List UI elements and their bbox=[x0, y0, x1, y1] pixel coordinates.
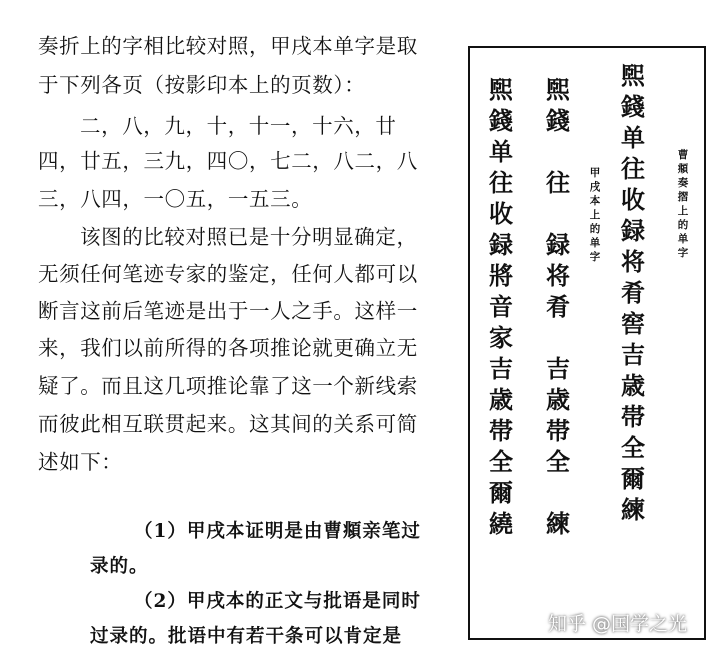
calligraphy-glyph: 肴 bbox=[621, 278, 645, 307]
calligraphy-glyph: 奏 bbox=[677, 177, 689, 189]
calligraphy-glyph: 甲 bbox=[589, 167, 601, 179]
calligraphy-glyph: 的 bbox=[589, 223, 601, 235]
paragraph-line: 四，廿五，三九，四〇，七二，八二，八 bbox=[38, 149, 418, 173]
calligraphy-glyph: 録 bbox=[621, 216, 645, 245]
watermark: 知乎 @国学之光 bbox=[548, 613, 688, 635]
calligraphy-glyph: 单 bbox=[621, 123, 645, 152]
calligraphy-glyph: 錢 bbox=[489, 106, 513, 135]
calligraphy-glyph: 摺 bbox=[677, 191, 689, 203]
memorial-caption-column bbox=[676, 148, 690, 260]
calligraphy-glyph: 收 bbox=[489, 199, 513, 228]
calligraphy-glyph: 煕 bbox=[546, 75, 570, 104]
calligraphy-glyph: 窖 bbox=[621, 309, 645, 338]
calligraphy-glyph: 頫 bbox=[677, 163, 689, 175]
calligraphy-glyph: 歳 bbox=[546, 385, 570, 414]
calligraphy-glyph: 吉 bbox=[546, 354, 570, 383]
jiaxu-glyph-column-b bbox=[486, 74, 516, 539]
calligraphy-glyph: 吉 bbox=[489, 354, 513, 383]
calligraphy-glyph: 的 bbox=[677, 219, 689, 231]
calligraphy-glyph: 曹 bbox=[677, 149, 689, 161]
calligraphy-glyph: 戌 bbox=[589, 181, 601, 193]
calligraphy-glyph: 吉 bbox=[621, 340, 645, 369]
calligraphy-glyph: 家 bbox=[489, 323, 513, 352]
list-line: 过录的。批语中有若干条可以肯定是 bbox=[90, 626, 403, 647]
calligraphy-glyph: 全 bbox=[621, 433, 645, 462]
memorial-glyph-column bbox=[618, 60, 648, 525]
calligraphy-glyph: 帯 bbox=[489, 416, 513, 445]
calligraphy-glyph: 单 bbox=[677, 233, 689, 245]
paragraph-line: 三，八四，一〇五，一五三。 bbox=[38, 187, 313, 211]
list-line: 录的。 bbox=[90, 556, 149, 577]
calligraphy-glyph: 帯 bbox=[546, 416, 570, 445]
calligraphy-glyph: 上 bbox=[589, 209, 601, 221]
calligraphy-glyph: 往 bbox=[621, 154, 645, 183]
calligraphy-glyph: 將 bbox=[489, 261, 513, 290]
paragraph-line: 于下列各页（按影印本上的页数）： bbox=[38, 73, 366, 97]
paragraph-line: 奏折上的字相比较对照，甲戌本单字是取 bbox=[38, 34, 418, 58]
paragraph-line: 该图的比较对照已是十分明显确定， bbox=[80, 225, 418, 249]
paragraph-line: 述如下： bbox=[38, 450, 123, 474]
calligraphy-glyph: 練 bbox=[546, 509, 570, 538]
paragraph-line: 来，我们以前所得的各项推论就更确立无 bbox=[38, 336, 418, 360]
calligraphy-glyph: 往 bbox=[546, 168, 570, 197]
calligraphy-glyph: 收 bbox=[621, 185, 645, 214]
paragraph-line: 疑了。而且这几项推论靠了这一个新线索 bbox=[38, 374, 418, 398]
paragraph-line: 无须任何笔迹专家的鉴定，任何人都可以 bbox=[38, 262, 418, 286]
calligraphy-glyph: 音 bbox=[489, 292, 513, 321]
calligraphy-glyph: 歳 bbox=[489, 385, 513, 414]
calligraphy-glyph: 繞 bbox=[489, 509, 513, 538]
paragraph-line: 断言这前后笔迹是出于一人之手。这样一 bbox=[38, 299, 418, 323]
calligraphy-glyph: 单 bbox=[589, 237, 601, 249]
calligraphy-comparison-figure bbox=[468, 46, 706, 640]
calligraphy-glyph: 録 bbox=[489, 230, 513, 259]
list-line: （1）甲戌本证明是由曹頫亲笔过 bbox=[134, 521, 421, 542]
calligraphy-glyph: 全 bbox=[489, 447, 513, 476]
calligraphy-glyph: 往 bbox=[489, 168, 513, 197]
list-line: （2）甲戌本的正文与批语是同时 bbox=[134, 591, 421, 612]
calligraphy-glyph: 单 bbox=[489, 137, 513, 166]
calligraphy-glyph: 上 bbox=[677, 205, 689, 217]
calligraphy-glyph: 練 bbox=[621, 495, 645, 524]
calligraphy-glyph: 字 bbox=[677, 247, 689, 259]
calligraphy-glyph: 将 bbox=[546, 261, 570, 290]
jiaxu-caption-column bbox=[588, 166, 602, 264]
calligraphy-glyph: 帯 bbox=[621, 402, 645, 431]
paragraph-line: 二，八，九，十，十一，十六，廿 bbox=[80, 114, 397, 138]
calligraphy-glyph: 本 bbox=[589, 195, 601, 207]
calligraphy-glyph: 爾 bbox=[489, 478, 513, 507]
calligraphy-glyph: 錢 bbox=[621, 92, 645, 121]
calligraphy-glyph: 錢 bbox=[546, 106, 570, 135]
calligraphy-glyph: 煕 bbox=[621, 61, 645, 90]
calligraphy-glyph: 煕 bbox=[489, 75, 513, 104]
calligraphy-glyph: 歳 bbox=[621, 371, 645, 400]
calligraphy-glyph: 肴 bbox=[546, 292, 570, 321]
calligraphy-glyph: 録 bbox=[546, 230, 570, 259]
jiaxu-glyph-column-a bbox=[543, 74, 573, 539]
calligraphy-glyph: 爾 bbox=[621, 464, 645, 493]
calligraphy-glyph: 字 bbox=[589, 251, 601, 263]
calligraphy-glyph: 全 bbox=[546, 447, 570, 476]
paragraph-line: 而彼此相互联贯起来。这其间的关系可简 bbox=[38, 412, 418, 436]
calligraphy-glyph: 将 bbox=[621, 247, 645, 276]
